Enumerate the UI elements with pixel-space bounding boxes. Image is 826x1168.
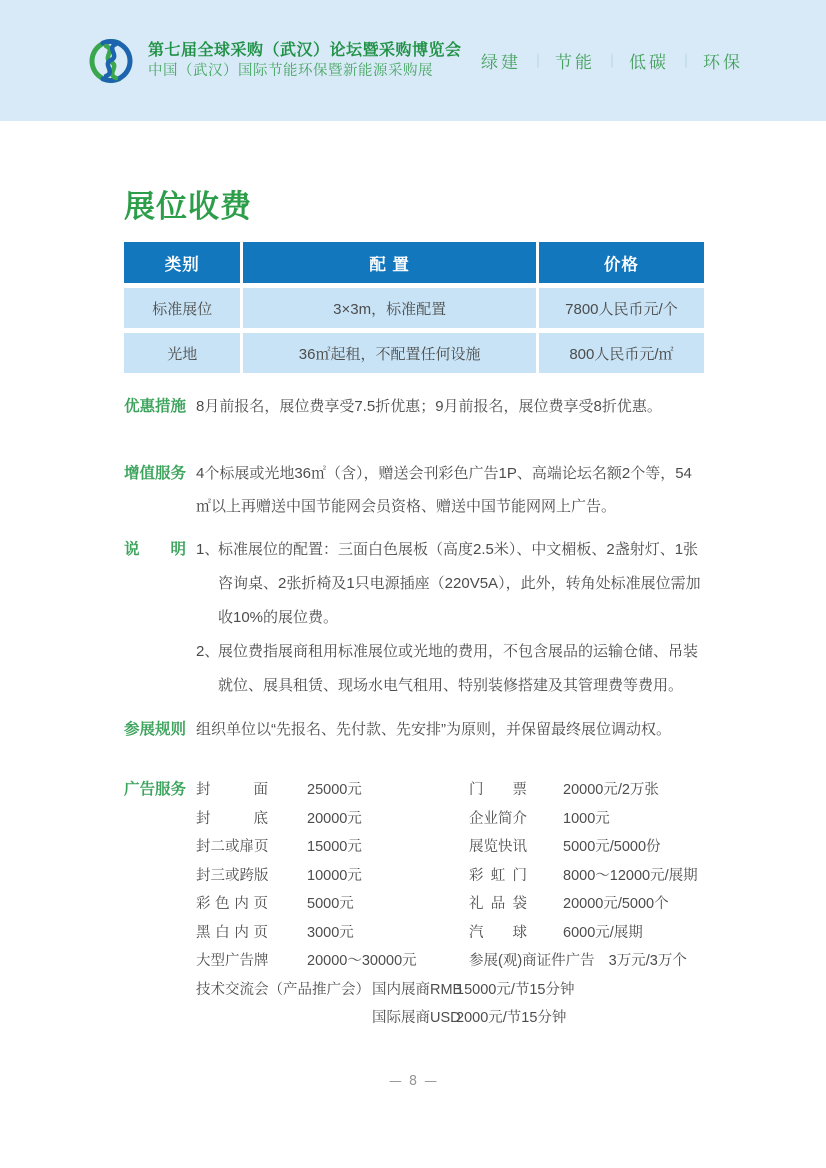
slogan-green-building: 绿建 <box>481 53 521 72</box>
ad-price: 3万元/3万个 <box>608 953 687 969</box>
slogan-low-carbon: 低碳 <box>629 53 669 72</box>
note-text: 标准展位的配置：三面白色展板（高度2.5米）、中文楣板、2盏射灯、1张咨询桌、2张折椅及1只电源插座（220V5A），此外，转角处标准展位需加收10%的展位费。 <box>218 541 701 626</box>
ad-sub-item: 国际展商USD <box>372 1010 461 1026</box>
ad-item <box>196 1004 372 1033</box>
footer-dash: — <box>424 1074 438 1089</box>
note-text: 展位费指展商租用标准展位或光地的费用，不包含展品的运输仓储、吊装就位、展具租赁、现场水电气租用、特别装修搭建及其管理费等费用。 <box>218 643 699 694</box>
section-notes <box>124 533 704 703</box>
fee-table-row-standard-booth <box>124 288 704 328</box>
ad-row-bw-page <box>196 919 704 948</box>
ad-price: 20000元 <box>307 810 362 827</box>
ad-price: 10000元 <box>307 867 362 884</box>
expo-title-cn: 第七届全球采购（武汉）论坛暨采购博览会 <box>148 42 462 59</box>
fee-table-row-raw-space <box>124 333 704 373</box>
ad-item: 黑白内页 <box>196 924 268 941</box>
section-label-notes: 说明 <box>124 541 186 558</box>
ad-price: 15000元 <box>307 839 362 855</box>
fee-header-price: 价格 <box>539 242 704 283</box>
ad-item: 彩虹门 <box>469 867 527 884</box>
section-label-ad-services: 广告服务 <box>124 781 187 798</box>
section-text-value-added: 4个标展或光地36㎡（含），赠送会刊彩色广告1P、高端论坛名额2个等，54㎡以上再赠送中国节能网会员资格、赠送中国节能网网上广告。 <box>196 465 692 515</box>
page-number: 8 <box>408 1074 418 1089</box>
ad-price: 25000元 <box>307 782 362 798</box>
section-label-discount: 优惠措施 <box>124 398 187 415</box>
note-number: 1、 <box>196 541 220 558</box>
ad-price: 5000元/5000份 <box>563 839 661 855</box>
ad-row-billboard <box>196 947 704 976</box>
ad-price: 1000元 <box>563 810 610 827</box>
slogan-separator: ｜ <box>531 52 545 69</box>
expo-title-block <box>148 40 462 81</box>
ad-sub-item: 国内展商RMB <box>372 981 463 998</box>
expo-swirl-logo-icon <box>85 37 137 85</box>
section-rules <box>124 713 704 746</box>
section-value-added <box>124 457 704 523</box>
note-item-1 <box>196 533 704 635</box>
ad-price: 3000元 <box>307 924 354 941</box>
booth-fee-table <box>124 242 704 373</box>
ad-price: 15000元/节15分钟 <box>456 981 575 998</box>
fee-cell-price: 800人民币元/㎡ <box>539 333 704 373</box>
slogan-separator: ｜ <box>679 52 693 69</box>
ad-item: 参展(观)商证件广告 <box>469 953 595 969</box>
section-text-rules: 组织单位以“先报名、先付款、先安排”为原则，并保留最终展位调动权。 <box>196 721 671 738</box>
ad-price: 20000～30000元 <box>307 953 417 969</box>
ad-row-inside-front <box>196 833 704 862</box>
section-label-rules: 参展规则 <box>124 721 187 738</box>
section-notes-list <box>196 533 704 703</box>
section-ad-services <box>124 776 704 1033</box>
page-title: 展位收费 <box>124 189 252 224</box>
ad-row-inside-back <box>196 862 704 891</box>
ad-price: 20000元/2万张 <box>563 782 659 798</box>
ad-price-list <box>196 776 704 1033</box>
fee-cell-configuration: 36㎡起租，不配置任何设施 <box>243 333 535 373</box>
slogan-eco-friendly: 环保 <box>703 53 743 72</box>
ad-item: 彩色内页 <box>196 896 268 912</box>
page-header <box>0 0 826 121</box>
section-text-discount: 8月前报名，展位费享受7.5折优惠；9月前报名，展位费享受8折优惠。 <box>196 398 662 415</box>
ad-row-color-page <box>196 890 704 919</box>
page-content <box>0 121 826 1033</box>
ad-item: 封三或跨版 <box>196 867 269 884</box>
ad-price: 8000～12000元/展期 <box>563 867 698 884</box>
ad-price: 5000元 <box>307 896 354 912</box>
ad-item: 技术交流会（产品推广会） <box>196 981 370 998</box>
ad-price: 2000元/节15分钟 <box>456 1010 567 1026</box>
ad-row-tech-exchange-international <box>196 1004 704 1033</box>
ad-price: 20000元/5000个 <box>563 896 669 912</box>
fee-cell-category: 光地 <box>124 333 240 373</box>
slogan-separator: ｜ <box>605 52 619 69</box>
page-footer <box>0 1074 826 1089</box>
ad-item: 封底 <box>196 810 268 827</box>
fee-header-configuration: 配 置 <box>243 242 535 283</box>
fee-table-header-row <box>124 242 704 283</box>
ad-item: 大型广告牌 <box>196 953 269 969</box>
ad-row-back-cover <box>196 805 704 834</box>
ad-item: 封面 <box>196 782 268 798</box>
section-label-value-added: 增值服务 <box>124 465 187 482</box>
section-discount <box>124 390 704 423</box>
note-number: 2、 <box>196 643 220 660</box>
fee-cell-category: 标准展位 <box>124 288 240 328</box>
fee-cell-price: 7800人民币元/个 <box>539 288 704 328</box>
footer-dash: — <box>388 1074 402 1089</box>
ad-item: 汽球 <box>469 924 527 941</box>
slogan-energy-saving: 节能 <box>555 53 595 72</box>
header-slogan <box>481 48 743 73</box>
ad-item: 展览快讯 <box>469 839 527 855</box>
fee-cell-configuration: 3×3m，标准配置 <box>243 288 535 328</box>
ad-item: 门票 <box>469 782 527 798</box>
note-item-2 <box>196 635 704 703</box>
expo-subtitle-cn: 中国（武汉）国际节能环保暨新能源采购展 <box>148 63 433 79</box>
ad-item: 封二或扉页 <box>196 839 269 855</box>
fee-header-category: 类别 <box>124 242 240 283</box>
ad-item: 礼品袋 <box>469 896 527 912</box>
ad-row-cover <box>196 776 704 805</box>
ad-item: 企业简介 <box>469 810 527 827</box>
ad-price: 6000元/展期 <box>563 924 643 941</box>
ad-row-tech-exchange-domestic <box>196 976 704 1005</box>
